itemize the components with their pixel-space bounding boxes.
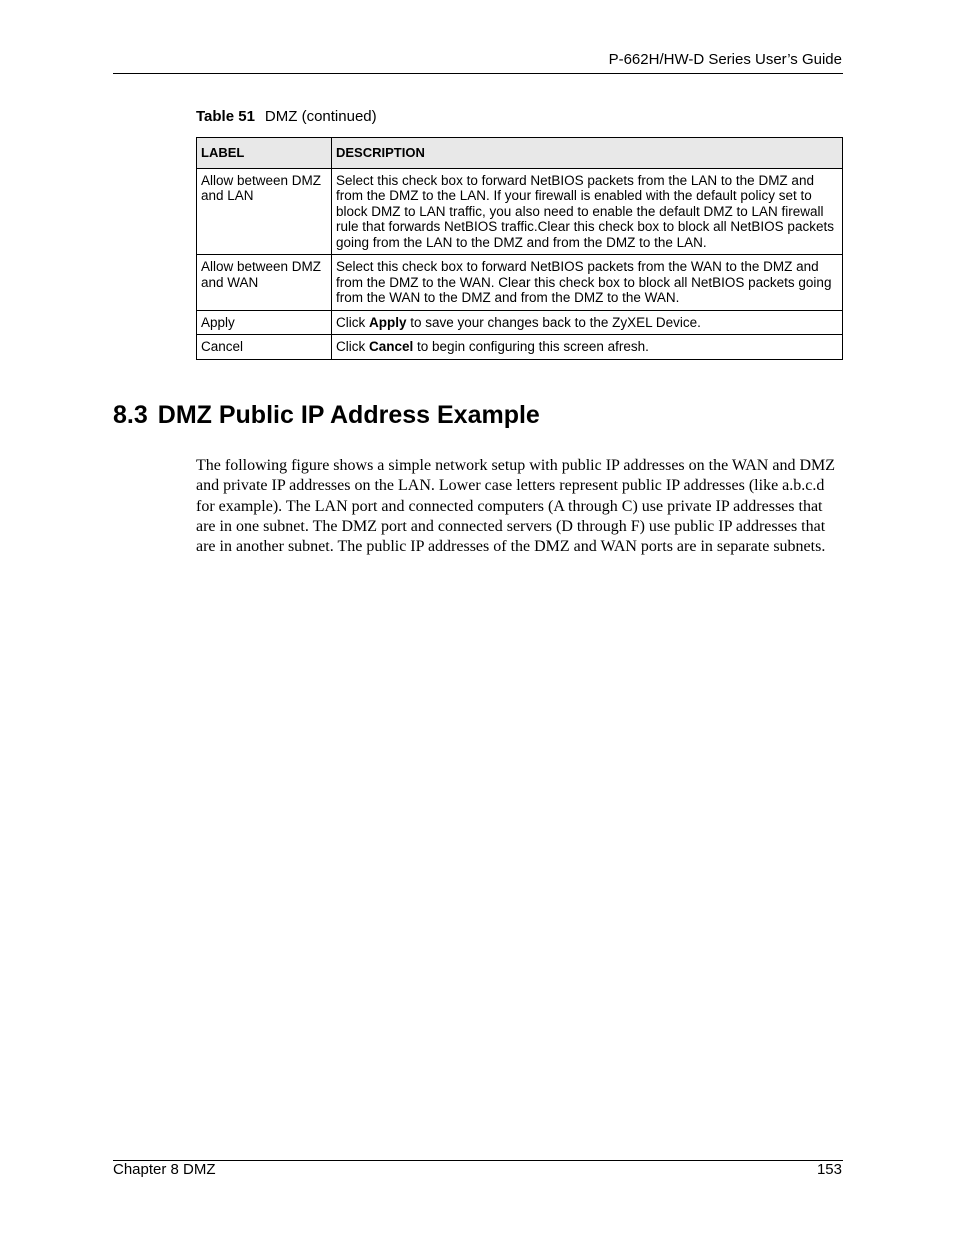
row-description-allow-dmz-wan: Select this check box to forward NetBIOS packets from the WAN to the DMZ and from the DMZ to the WAN. Clear this check box to block all NetBIOS packets going from the WAN to the DMZ and from the DMZ to the WAN. xyxy=(332,255,843,311)
table-row xyxy=(197,168,843,255)
table-caption-number: Table 51 xyxy=(196,108,255,125)
header-divider xyxy=(113,73,843,74)
dmz-table xyxy=(196,137,843,360)
table-row xyxy=(197,310,843,335)
row-description-allow-dmz-lan: Select this check box to forward NetBIOS packets from the LAN to the DMZ and from the DMZ to the LAN. If your firewall is enabled with the default policy set to block DMZ to LAN traffic, you also need to enable the default DMZ to LAN firewall rule that forwards NetBIOS traffic.Clear this check box to block all NetBIOS packets going from the LAN to the DMZ and from the DMZ to the LAN. xyxy=(332,168,843,255)
apply-desc-pre: Click xyxy=(336,314,369,330)
table-row xyxy=(197,335,843,360)
section-number: 8.3 xyxy=(113,401,148,429)
row-label-allow-dmz-wan: Allow between DMZ and WAN xyxy=(197,255,332,311)
apply-desc-bold: Apply xyxy=(369,314,407,330)
footer-chapter: Chapter 8 DMZ xyxy=(113,1161,216,1178)
row-description-apply xyxy=(332,310,843,335)
cancel-desc-pre: Click xyxy=(336,339,369,354)
table-caption xyxy=(196,108,377,125)
column-header-label: LABEL xyxy=(197,138,332,169)
table-row xyxy=(197,255,843,311)
table-header-row xyxy=(197,138,843,169)
row-label-allow-dmz-lan: Allow between DMZ and LAN xyxy=(197,168,332,255)
footer-divider xyxy=(113,1160,843,1161)
body-paragraph: The following figure shows a simple network setup with public IP addresses on the WAN and DMZ and private IP addresses on the LAN. Lower case letters represent public IP addresses (like a.b.c.d for example). The LAN port and connected computers (A through C) use private IP addresses that are in one subnet. The DMZ port and connected servers (D through F) use public IP addresses that are in another subnet. The public IP addresses of the DMZ and WAN ports are in separate subnets. xyxy=(196,457,836,556)
footer-page-number: 153 xyxy=(816,1161,842,1178)
cancel-desc-post: to begin configuring this screen afresh. xyxy=(413,339,649,354)
column-header-description: DESCRIPTION xyxy=(332,138,843,169)
section-heading xyxy=(113,401,540,430)
page-header-title: P-662H/HW-D Series User’s Guide xyxy=(608,51,842,68)
cancel-desc-bold: Cancel xyxy=(369,339,414,354)
apply-desc-post: to save your changes back to the ZyXEL Device. xyxy=(406,314,701,330)
row-label-apply: Apply xyxy=(197,310,332,335)
section-title: DMZ Public IP Address Example xyxy=(157,401,540,429)
row-label-cancel: Cancel xyxy=(197,335,332,360)
row-description-cancel xyxy=(332,335,843,360)
table-caption-text: DMZ (continued) xyxy=(264,108,377,125)
